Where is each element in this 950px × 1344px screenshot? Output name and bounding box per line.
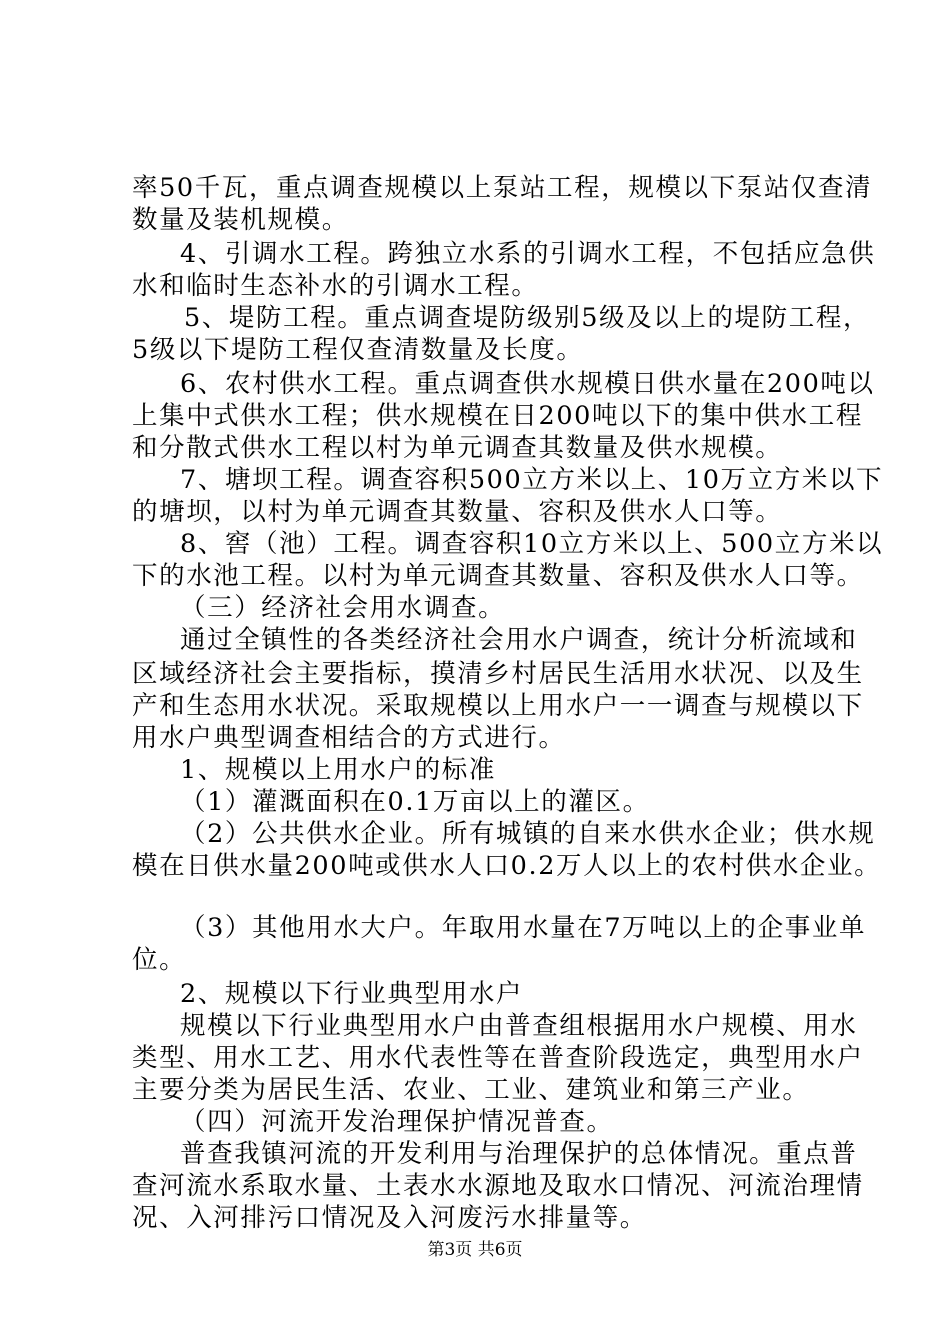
paragraph-line: 查河流水系取水量、土表水水源地及取水口情况、河流治理情 bbox=[132, 1171, 864, 1201]
paragraph-line: 主要分类为居民生活、农业、工业、建筑业和第三产业。 bbox=[132, 1075, 810, 1105]
paragraph-line: 5级以下堤防工程仅查清数量及长度。 bbox=[132, 335, 584, 365]
paragraph-line: 上集中式供水工程；供水规模在日200吨以下的集中供水工程 bbox=[132, 401, 863, 431]
paragraph-line: 水和临时生态补水的引调水工程。 bbox=[132, 271, 539, 301]
paragraph-line: 通过全镇性的各类经济社会用水户调查，统计分析流域和 bbox=[180, 625, 858, 655]
paragraph-line: 2、规模以下行业典型用水户 bbox=[180, 979, 524, 1009]
paragraph-line: 8、窖（池）工程。调查容积10立方米以上、500立方米以 bbox=[180, 529, 884, 559]
paragraph-line: 4、引调水工程。跨独立水系的引调水工程，不包括应急供 bbox=[180, 239, 876, 269]
paragraph-line: 7、塘坝工程。调查容积500立方米以上、10万立方米以下 bbox=[180, 465, 884, 495]
paragraph-line: 5、堤防工程。重点调查堤防级别5级及以上的堤防工程， bbox=[184, 303, 871, 333]
paragraph-line: 和分散式供水工程以村为单元调查其数量及供水规模。 bbox=[132, 433, 783, 463]
paragraph-line: （2）公共供水企业。所有城镇的自来水供水企业；供水规 bbox=[180, 819, 876, 849]
paragraph-line: 6、农村供水工程。重点调查供水规模日供水量在200吨以 bbox=[180, 369, 875, 399]
paragraph-line: （3）其他用水大户。年取用水量在7万吨以上的企事业单 bbox=[180, 913, 867, 943]
paragraph-line: 1、规模以上用水户的标准 bbox=[180, 755, 496, 785]
paragraph-line: 率50千瓦，重点调查规模以上泵站工程，规模以下泵站仅查清 bbox=[132, 173, 873, 203]
paragraph-line: 的塘坝，以村为单元调查其数量、容积及供水人口等。 bbox=[132, 497, 783, 527]
paragraph-line: 数量及装机规模。 bbox=[132, 205, 349, 235]
paragraph-line: 普查我镇河流的开发利用与治理保护的总体情况。重点普 bbox=[180, 1139, 858, 1169]
paragraph-line: 规模以下行业典型用水户由普查组根据用水户规模、用水 bbox=[180, 1011, 858, 1041]
paragraph-line: 位。 bbox=[132, 945, 187, 975]
paragraph-line: （1）灌溉面积在0.1万亩以上的灌区。 bbox=[180, 787, 650, 817]
paragraph-line: 产和生态用水状况。采取规模以上用水户一一调查与规模以下 bbox=[132, 691, 864, 721]
section-heading: （三）经济社会用水调查。 bbox=[180, 593, 506, 623]
paragraph-line: 区域经济社会主要指标，摸清乡村居民生活用水状况、以及生 bbox=[132, 659, 864, 689]
paragraph-line: 用水户典型调查相结合的方式进行。 bbox=[132, 723, 566, 753]
page-number-footer: 第3页 共6页 bbox=[427, 1240, 523, 1260]
paragraph-line: 下的水池工程。以村为单元调查其数量、容积及供水人口等。 bbox=[132, 561, 864, 591]
paragraph-line: 模在日供水量200吨或供水人口0.2万人以上的农村供水企业。 bbox=[132, 851, 882, 881]
section-heading: （四）河流开发治理保护情况普查。 bbox=[180, 1107, 614, 1137]
paragraph-line: 类型、用水工艺、用水代表性等在普查阶段选定，典型用水户 bbox=[132, 1043, 864, 1073]
paragraph-line: 况、入河排污口情况及入河废污水排量等。 bbox=[132, 1203, 647, 1233]
